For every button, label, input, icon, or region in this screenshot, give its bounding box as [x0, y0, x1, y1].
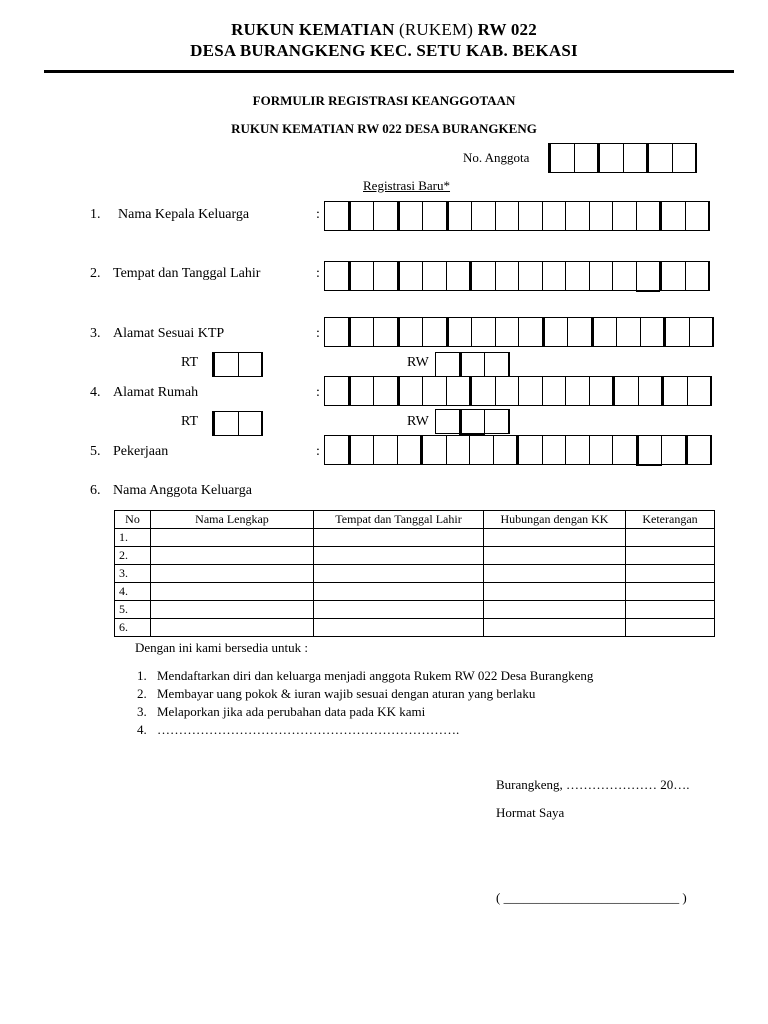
char-box[interactable] — [565, 435, 590, 465]
header-line-2: DESA BURANGKENG KEC. SETU KAB. BEKASI — [190, 41, 578, 60]
rumah-rt-label: RT — [181, 414, 199, 429]
family-members-table — [114, 510, 715, 637]
table-cell[interactable] — [314, 601, 484, 619]
table-cell[interactable] — [151, 565, 314, 583]
char-box[interactable] — [484, 352, 510, 377]
char-box[interactable] — [348, 201, 375, 231]
char-box[interactable] — [597, 143, 624, 173]
char-box[interactable] — [574, 143, 599, 173]
char-box[interactable] — [589, 435, 614, 465]
ktp-rw-label: RW — [407, 355, 429, 370]
field-6-number: 6. — [90, 483, 101, 498]
tempat-tanggal-lahir-boxes[interactable] — [324, 261, 709, 291]
char-box[interactable] — [324, 435, 349, 465]
char-box[interactable] — [446, 201, 473, 231]
char-box[interactable] — [589, 201, 614, 231]
field-1-number: 1. — [90, 207, 101, 222]
char-box[interactable] — [324, 201, 349, 231]
char-box[interactable] — [495, 201, 520, 231]
char-box[interactable] — [565, 376, 590, 406]
alamat-ktp-boxes[interactable] — [324, 317, 713, 347]
char-box[interactable] — [446, 317, 473, 347]
char-box[interactable] — [422, 317, 447, 347]
char-box[interactable] — [469, 376, 496, 406]
col-no: No — [115, 511, 151, 529]
char-box[interactable] — [469, 435, 494, 465]
statement-4-number: 4. — [137, 722, 147, 737]
table-cell[interactable] — [314, 619, 484, 637]
header-org: RUKUN KEMATIAN — [231, 20, 395, 39]
char-box[interactable] — [373, 201, 398, 231]
char-box[interactable] — [397, 376, 424, 406]
table-cell[interactable] — [626, 529, 715, 547]
char-box[interactable] — [612, 201, 637, 231]
table-row — [115, 565, 715, 583]
pekerjaan-boxes[interactable] — [324, 435, 711, 465]
char-box[interactable] — [659, 261, 686, 291]
char-box[interactable] — [636, 261, 661, 292]
char-box[interactable] — [435, 352, 460, 377]
statement-2-number: 2. — [137, 686, 147, 701]
char-box[interactable] — [324, 261, 349, 291]
char-box[interactable] — [685, 261, 711, 291]
statement-1-text: Mendaftarkan diri dan keluarga menjadi anggota Rukem RW 022 Desa Burangkeng — [157, 668, 594, 683]
registrasi-baru-label: Registrasi Baru* — [363, 178, 451, 193]
field-6-label: Nama Anggota Keluarga — [113, 483, 252, 498]
field-3-label: Alamat Sesuai KTP — [113, 326, 225, 341]
char-box[interactable] — [446, 376, 471, 406]
char-box[interactable] — [589, 261, 614, 291]
char-box[interactable] — [484, 409, 510, 434]
char-box[interactable] — [495, 376, 520, 406]
statement-3-text: Melaporkan jika ada perubahan data pada KK kami — [157, 704, 426, 719]
field-4-colon: : — [316, 385, 320, 400]
table-header-row — [115, 511, 715, 529]
table-cell[interactable] — [314, 583, 484, 601]
statement-1-number: 1. — [137, 668, 147, 683]
char-box[interactable] — [636, 201, 661, 231]
char-box[interactable] — [591, 317, 618, 347]
table-row — [115, 547, 715, 565]
char-box[interactable] — [446, 435, 471, 465]
char-box[interactable] — [348, 317, 375, 347]
char-box[interactable] — [612, 435, 637, 465]
field-2-label: Tempat dan Tanggal Lahir — [113, 266, 261, 281]
field-3-number: 3. — [90, 326, 101, 341]
table-cell[interactable] — [484, 601, 626, 619]
table-cell[interactable] — [151, 601, 314, 619]
char-box[interactable] — [542, 376, 567, 406]
char-box[interactable] — [661, 435, 686, 465]
char-box[interactable] — [238, 411, 264, 436]
table-cell[interactable] — [314, 529, 484, 547]
char-box[interactable] — [565, 201, 590, 231]
table-cell[interactable] — [484, 619, 626, 637]
char-box[interactable] — [518, 317, 543, 347]
field-5-label: Pekerjaan — [113, 444, 169, 459]
no-anggota-boxes[interactable] — [548, 143, 696, 173]
table-cell[interactable] — [484, 565, 626, 583]
row-number: 5. — [115, 601, 151, 619]
char-box[interactable] — [471, 201, 496, 231]
col-nama-lengkap: Nama Lengkap — [151, 511, 314, 529]
place-date: Burangkeng, ………………… 20…. — [496, 777, 690, 792]
signature-name-line: ( ___________________________ ) — [496, 890, 687, 905]
table-cell[interactable] — [314, 547, 484, 565]
table-cell[interactable] — [151, 619, 314, 637]
table-cell[interactable] — [484, 547, 626, 565]
row-number: 4. — [115, 583, 151, 601]
char-box[interactable] — [324, 317, 349, 347]
field-4-number: 4. — [90, 385, 101, 400]
row-number: 3. — [115, 565, 151, 583]
form-subtitle: RUKUN KEMATIAN RW 022 DESA BURANGKENG — [231, 121, 537, 136]
ktp-rt-label: RT — [181, 355, 199, 370]
statement-2-text: Membayar uang pokok & iuran wajib sesuai dengan aturan yang berlaku — [157, 686, 536, 701]
char-box[interactable] — [661, 376, 688, 406]
char-box[interactable] — [612, 261, 637, 291]
table-cell[interactable] — [626, 619, 715, 637]
row-number: 1. — [115, 529, 151, 547]
char-box[interactable] — [542, 201, 567, 231]
table-row — [115, 601, 715, 619]
char-box[interactable] — [636, 435, 663, 466]
statement-intro: Dengan ini kami bersedia untuk : — [135, 640, 308, 655]
char-box[interactable] — [638, 376, 663, 406]
char-box[interactable] — [612, 376, 639, 406]
form-title: FORMULIR REGISTRASI KEANGGOTAAN — [252, 93, 516, 108]
char-box[interactable] — [493, 435, 518, 465]
field-1-label: Nama Kepala Keluarga — [118, 207, 250, 222]
ktp-rw-boxes[interactable] — [435, 352, 509, 377]
table-cell[interactable] — [626, 565, 715, 583]
char-box[interactable] — [459, 409, 486, 435]
char-box[interactable] — [495, 317, 520, 347]
closing-text: Hormat Saya — [496, 805, 565, 820]
header-rw: RW 022 — [477, 20, 537, 39]
char-box[interactable] — [689, 317, 715, 347]
char-box[interactable] — [397, 261, 424, 291]
table-cell[interactable] — [626, 583, 715, 601]
char-box[interactable] — [685, 435, 713, 465]
row-number: 6. — [115, 619, 151, 637]
alamat-rumah-boxes[interactable] — [324, 376, 711, 406]
char-box[interactable] — [646, 143, 673, 173]
field-5-number: 5. — [90, 444, 101, 459]
char-box[interactable] — [548, 143, 575, 173]
char-box[interactable] — [542, 261, 567, 291]
header-divider — [44, 70, 734, 73]
char-box[interactable] — [212, 352, 239, 377]
char-box[interactable] — [495, 261, 520, 291]
field-2-colon: : — [316, 266, 320, 281]
char-box[interactable] — [672, 143, 698, 173]
col-ttl: Tempat dan Tanggal Lahir — [314, 511, 484, 529]
char-box[interactable] — [542, 435, 567, 465]
char-box[interactable] — [324, 376, 349, 406]
table-cell[interactable] — [151, 583, 314, 601]
char-box[interactable] — [471, 317, 496, 347]
char-box[interactable] — [685, 201, 711, 231]
char-box[interactable] — [469, 261, 496, 291]
table-cell[interactable] — [484, 529, 626, 547]
rumah-rw-label: RW — [407, 414, 429, 429]
char-box[interactable] — [373, 261, 398, 291]
field-1-colon: : — [316, 207, 320, 222]
table-cell[interactable] — [484, 583, 626, 601]
char-box[interactable] — [373, 376, 398, 406]
char-box[interactable] — [589, 376, 614, 406]
char-box[interactable] — [373, 435, 398, 465]
col-keterangan: Keterangan — [626, 511, 715, 529]
table-cell[interactable] — [151, 547, 314, 565]
statement-3-number: 3. — [137, 704, 147, 719]
char-box[interactable] — [518, 261, 543, 291]
char-box[interactable] — [640, 317, 665, 347]
char-box[interactable] — [348, 261, 375, 291]
field-2-number: 2. — [90, 266, 101, 281]
table-cell[interactable] — [626, 601, 715, 619]
header-abbr: (RUKEM) — [399, 20, 474, 39]
char-box[interactable] — [397, 317, 424, 347]
col-hubungan: Hubungan dengan KK — [484, 511, 626, 529]
char-box[interactable] — [567, 317, 592, 347]
char-box[interactable] — [397, 201, 424, 231]
char-box[interactable] — [422, 376, 447, 406]
char-box[interactable] — [238, 352, 264, 377]
rumah-rt-boxes[interactable] — [212, 411, 262, 436]
char-box[interactable] — [518, 201, 543, 231]
field-5-colon: : — [316, 444, 320, 459]
char-box[interactable] — [616, 317, 641, 347]
char-box[interactable] — [435, 409, 460, 434]
char-box[interactable] — [663, 317, 690, 347]
no-anggota-label: No. Anggota — [463, 150, 530, 165]
char-box[interactable] — [446, 261, 471, 291]
char-box[interactable] — [397, 435, 422, 465]
char-box[interactable] — [623, 143, 648, 173]
char-box[interactable] — [420, 435, 447, 465]
char-box[interactable] — [542, 317, 569, 347]
char-box[interactable] — [373, 317, 398, 347]
char-box[interactable] — [422, 261, 447, 291]
field-4-label: Alamat Rumah — [113, 385, 199, 400]
table-cell[interactable] — [314, 565, 484, 583]
table-row — [115, 529, 715, 547]
nama-kepala-keluarga-boxes[interactable] — [324, 201, 709, 231]
char-box[interactable] — [348, 435, 375, 465]
rumah-rw-boxes[interactable] — [435, 409, 509, 434]
field-3-colon: : — [316, 326, 320, 341]
char-box[interactable] — [516, 435, 543, 465]
ktp-rt-boxes[interactable] — [212, 352, 262, 377]
char-box[interactable] — [348, 376, 375, 406]
table-cell[interactable] — [626, 547, 715, 565]
char-box[interactable] — [659, 201, 686, 231]
char-box[interactable] — [518, 376, 543, 406]
header-line-1 — [0, 20, 768, 40]
char-box[interactable] — [459, 352, 486, 377]
statement-4-text: ……………………………………………………………. — [157, 722, 460, 737]
char-box[interactable] — [687, 376, 713, 406]
row-number: 2. — [115, 547, 151, 565]
table-row — [115, 583, 715, 601]
char-box[interactable] — [212, 411, 239, 436]
char-box[interactable] — [422, 201, 447, 231]
table-cell[interactable] — [151, 529, 314, 547]
char-box[interactable] — [565, 261, 590, 291]
table-row — [115, 619, 715, 637]
